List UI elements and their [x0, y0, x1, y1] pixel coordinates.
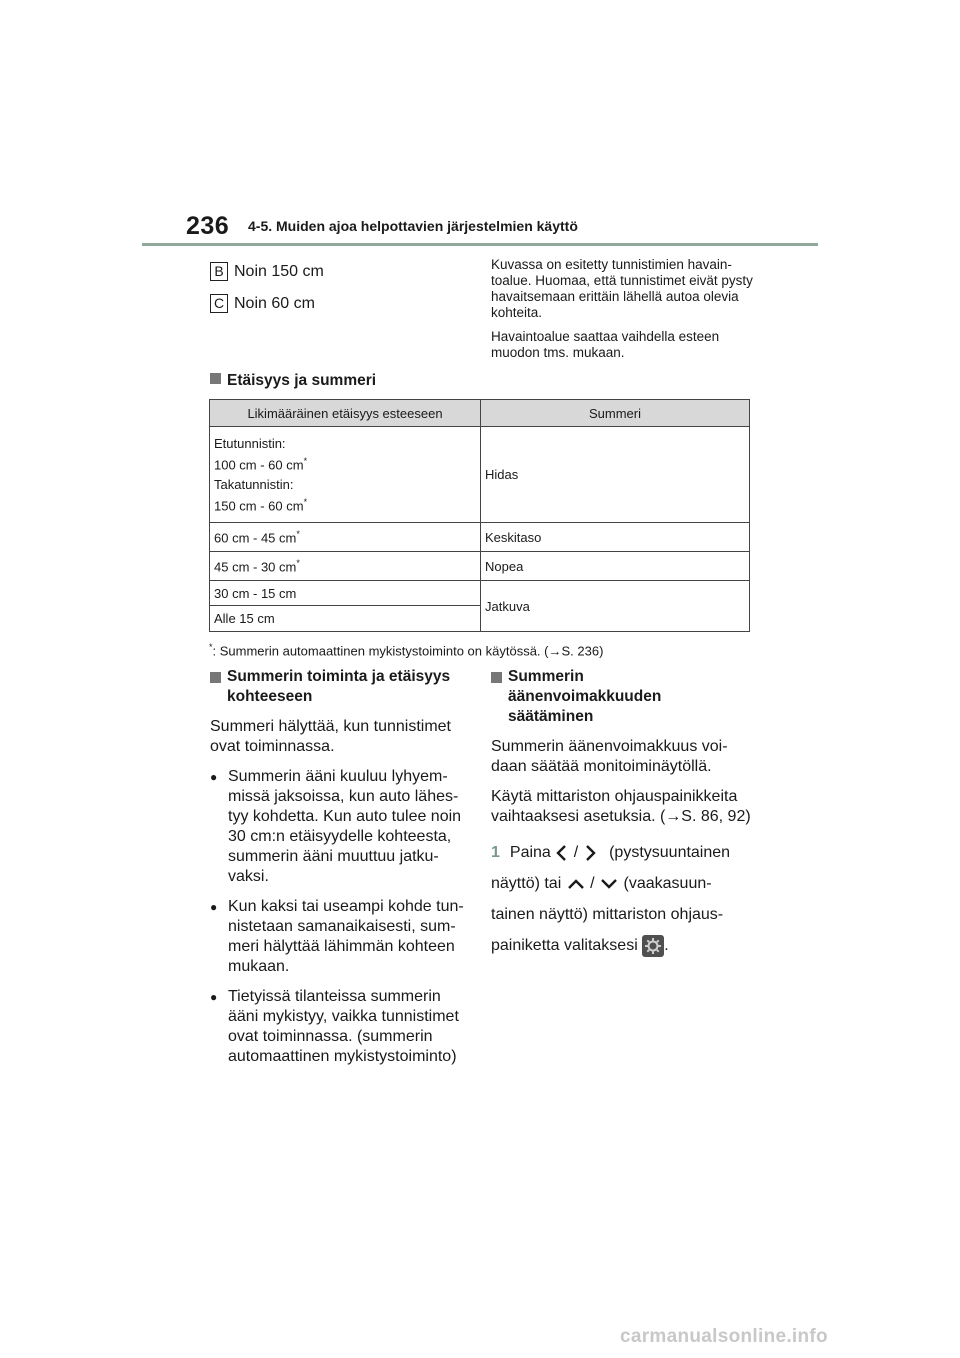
- cell-line: Takatunnistin:: [214, 477, 294, 492]
- section-title: 4-5. Muiden ajoa helpottavien järjestelmien käyttö: [248, 218, 578, 234]
- buzzer-operation-heading-text: Summerin toiminta ja etäisyys kohteeseen: [227, 668, 451, 705]
- header-rule: [142, 243, 818, 246]
- legend-item-c: [210, 294, 315, 313]
- square-bullet-icon: [491, 672, 502, 683]
- bullet-icon: ●: [210, 900, 218, 914]
- step-number: 1: [491, 844, 500, 861]
- cell-line: 150 cm - 60 cm*: [214, 497, 308, 514]
- square-bullet-icon: [210, 672, 221, 683]
- distance-heading: [210, 372, 376, 390]
- volume-heading-text: Summerin äänenvoimakkuuden säätäminen: [508, 668, 662, 725]
- table-footnote: *: Summerin automaattinen mykistystoiminto on käytössä. (→S. 236): [209, 642, 604, 659]
- table-row: [210, 581, 750, 606]
- chevron-down-icon: [599, 877, 619, 891]
- table-header-distance: Likimääräinen etäisyys esteeseen: [210, 400, 481, 427]
- square-bullet-icon: [210, 373, 221, 384]
- table-row: [210, 523, 750, 552]
- right-column: [491, 667, 753, 961]
- table-header-row: [210, 400, 750, 427]
- list-item: ● Tietyissä tilanteissa summerin ääni mykistyy, vaikka tunnistimet ovat toiminnassa. (summerin automaattinen mykistystoiminto): [210, 988, 459, 1065]
- chevron-right-icon: [583, 843, 597, 863]
- list-item: ● Kun kaksi tai useampi kohde tun-nistetaan samanaikaisesti, sum-meri hälyttää lähimmän kohteen mukaan.: [210, 898, 464, 975]
- buzzer-intro: Summeri hälyttää, kun tunnistimet ovat toiminnassa.: [210, 718, 451, 755]
- note-paragraph-1: Kuvassa on esitetty tunnistimien havain-toalue. Huomaa, että tunnistimet eivät pysty havaitsemaan erittäin lähellä autoa olevia kohteita.: [491, 257, 753, 320]
- chevron-up-icon: [566, 877, 586, 891]
- legend-text-c: Noin 60 cm: [234, 294, 315, 312]
- step-1: 1 Paina / (pystysuuntainen näyttö) tai / (vaakasuun-tainen näyttö) mittariston ohjaus-painiketta valitaksesi .: [491, 837, 753, 961]
- table-row: [210, 427, 750, 523]
- distance-heading-text: Etäisyys ja summeri: [227, 372, 377, 389]
- legend-text-b: Noin 150 cm: [234, 262, 324, 280]
- legend-key-c: C: [210, 294, 228, 313]
- table-cell-distance: 60 cm - 45 cm*: [210, 523, 481, 552]
- table-header-buzzer: Summeri: [481, 400, 750, 427]
- bullet-icon: ●: [210, 990, 218, 1004]
- table-cell-buzzer: Nopea: [481, 552, 750, 581]
- note-paragraph-2: Havaintoalue saattaa vaihdella esteen muodon tms. mukaan.: [491, 329, 720, 360]
- volume-paragraph-1: Summerin äänenvoimakkuus voi-daan säätää monitoiminäytöllä.: [491, 738, 728, 775]
- legend-key-b: B: [210, 262, 228, 281]
- table-cell-distance: 30 cm - 15 cm: [210, 581, 481, 606]
- detection-note: [491, 257, 753, 369]
- volume-paragraph-2: Käytä mittariston ohjauspainikkeita vaihtaaksesi asetuksia. (→S. 86, 92): [491, 788, 751, 825]
- page-number: 236: [186, 212, 230, 240]
- buzzer-operation-heading: [210, 667, 472, 707]
- table-row: [210, 552, 750, 581]
- table-cell-buzzer: Jatkuva: [481, 581, 750, 632]
- distance-table: [209, 399, 750, 632]
- table-cell-buzzer: Hidas: [481, 427, 750, 523]
- gear-icon: [642, 935, 664, 957]
- left-column: [210, 667, 472, 1077]
- table-cell-distance: 45 cm - 30 cm*: [210, 552, 481, 581]
- chevron-left-icon: [555, 843, 569, 863]
- cell-line: Etutunnistin:: [214, 435, 286, 451]
- legend-item-b: [210, 262, 324, 281]
- volume-heading: [491, 667, 753, 727]
- list-item: ● Summerin ääni kuuluu lyhyem-missä jaksoissa, kun auto lähes-tyy kohdetta. Kun auto tulee noin 30 cm:n etäisyydelle kohteesta, summerin ääni muuttuu jatku-vaksi.: [210, 768, 462, 885]
- table-cell-distance: Alle 15 cm: [210, 606, 481, 632]
- table-cell-distance: [210, 427, 481, 523]
- table-cell-buzzer: Keskitaso: [481, 523, 750, 552]
- watermark: carmanualsonline.info: [620, 1326, 828, 1347]
- bullet-icon: ●: [210, 770, 218, 784]
- cell-line: 100 cm - 60 cm*: [214, 455, 308, 472]
